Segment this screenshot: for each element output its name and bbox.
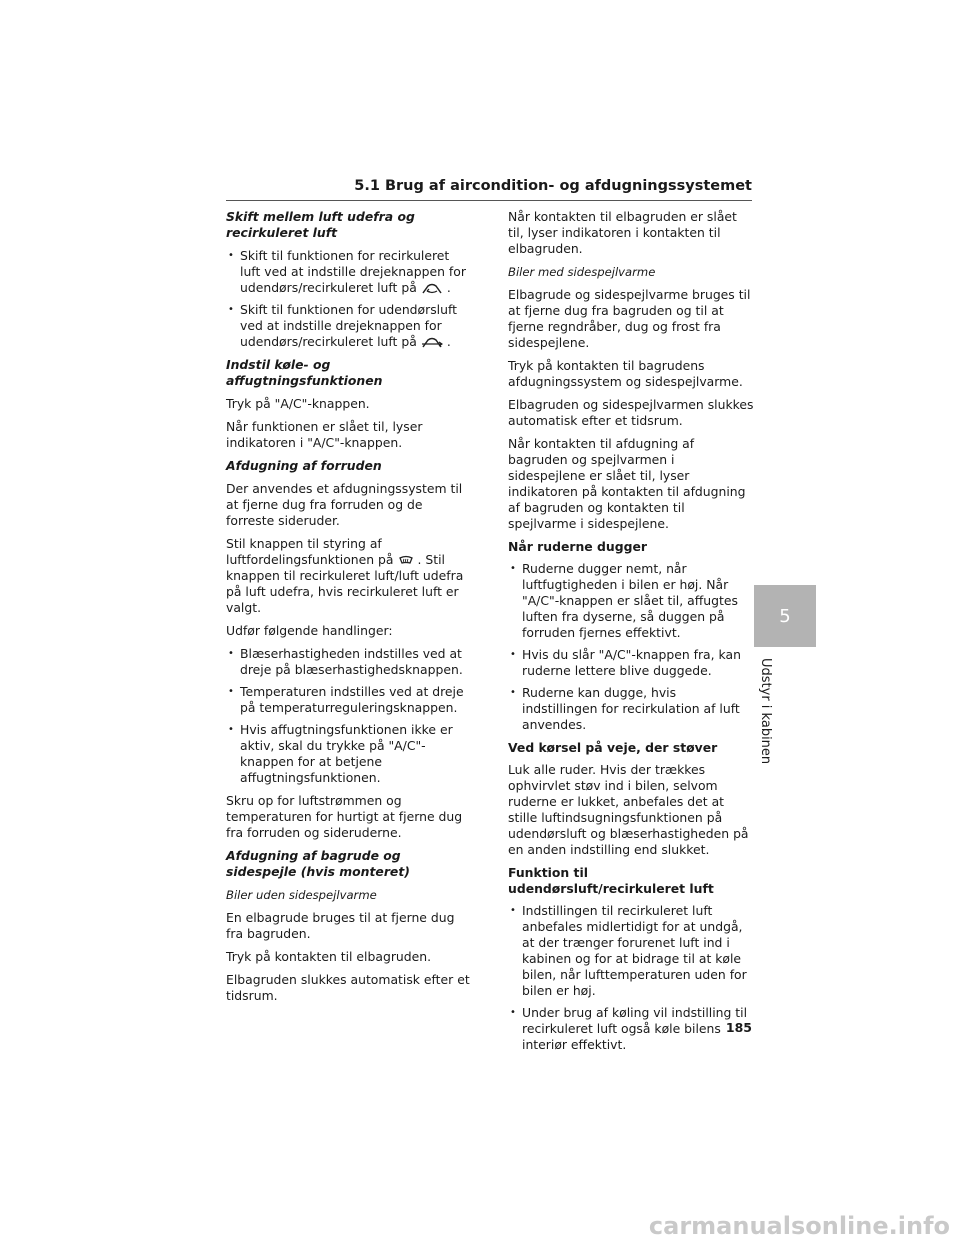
list-item: • Skift til funktionen for recirkuleret luft ved at indstille drejeknappen for udendørs/recirkuleret luft på .: [226, 248, 472, 296]
list-item: • Ruderne kan dugge, hvis indstillingen for recirkulation af luft anvendes.: [508, 685, 754, 733]
paragraph: Udfør følgende handlinger:: [226, 623, 393, 638]
list-item: • Under brug af køling vil indstilling til recirkuleret luft også køle bilens interiør effektivt.: [508, 1005, 754, 1053]
list-item: • Indstillingen til recirkuleret luft anbefales midlertidigt for at undgå, at der trænger forurenet luft ind i kabinen og for at bidrage til at køle bilen, når lufttemperaturen uden for bilen er høj.: [508, 903, 754, 999]
paragraph: Når kontakten til afdugning af bagruden og spejlvarmen i sidespejlene er slået til, lyser indikatoren på kontakten til afdugning af bagruden og kontakten til spejlvarme i sidespejlene.: [508, 436, 746, 531]
list-item: • Ruderne dugger nemt, når luftfugtigheden i bilen er høj. Når "A/C"-knappen er slået til, affugtes luften fra dyserne, så duggen på forruden fjernes effektivt.: [508, 561, 754, 641]
paragraph: Stil knappen til styring af luftfordelingsfunktionen på . Stil knappen til recirkuleret luft/luft udefra på luft udefra, hvis recirkuleret luft er valgt.: [226, 536, 464, 615]
bullet-list-fogging: [508, 561, 754, 733]
heading-windshield-defog: Afdugning af forruden: [226, 458, 382, 473]
bullet-list-air-switch: [226, 248, 472, 350]
chapter-tab: 5: [754, 585, 816, 647]
list-item: • Hvis affugtningsfunktionen ikke er aktiv, skal du trykke på "A/C"-knappen for at betjene affugtningsfunktionen.: [226, 722, 472, 786]
paragraph: Tryk på kontakten til bagrudens afdugningssystem og sidespejlvarme.: [508, 358, 743, 389]
paragraph: Tryk på kontakten til elbagruden.: [226, 949, 432, 964]
heading-dusty-roads: Ved kørsel på veje, der støver: [508, 740, 718, 755]
paragraph: Elbagrude og sidespejlvarme bruges til at fjerne dug fra bagruden og til at fjerne regndråber, dug og frost fra sidespejlene.: [508, 287, 751, 350]
left-column: [226, 209, 472, 1011]
subheading-no-mirror-heat: Biler uden sidespejlvarme: [226, 888, 377, 902]
paragraph: Når kontakten til elbagruden er slået til, lyser indikatoren i kontakten til elbagruden.: [508, 209, 737, 256]
paragraph: En elbagrude bruges til at fjerne dug fra bagruden.: [226, 910, 455, 941]
heading-air-switch: Skift mellem luft udefra og recirkuleret luft: [226, 209, 415, 240]
paragraph: Der anvendes et afdugningssystem til at fjerne dug fra forruden og de forreste sideruder.: [226, 481, 463, 528]
recirculated-air-icon: [421, 283, 443, 295]
outside-air-icon: [421, 337, 443, 349]
page-number: 185: [725, 1020, 752, 1035]
windshield-defog-icon: [398, 555, 414, 567]
paragraph: Når funktionen er slået til, lyser indikatoren i "A/C"-knappen.: [226, 419, 423, 450]
heading-rear-defog: Afdugning af bagrude og sidespejle (hvis monteret): [226, 848, 410, 879]
paragraph: Elbagruden og sidespejlvarmen slukkes automatisk efter et tidsrum.: [508, 397, 754, 428]
heading-cooling: Indstil køle- og affugtningsfunktionen: [226, 357, 383, 388]
header-rule: [226, 200, 752, 201]
list-item: • Hvis du slår "A/C"-knappen fra, kan ruderne lettere blive duggede.: [508, 647, 754, 679]
running-header: 5.1 Brug af aircondition- og afdugningssystemet: [354, 178, 752, 194]
bullet-list-defog-steps: [226, 646, 472, 786]
list-item: • Blæserhastigheden indstilles ved at dreje på blæserhastighedsknappen.: [226, 646, 472, 678]
subheading-with-mirror-heat: Biler med sidespejlvarme: [508, 265, 656, 279]
heading-air-function: Funktion til udendørsluft/recirkuleret luft: [508, 865, 714, 896]
watermark: carmanualsonline.info: [648, 1212, 950, 1240]
paragraph: Elbagruden slukkes automatisk efter et tidsrum.: [226, 972, 470, 1003]
list-item: • Skift til funktionen for udendørsluft ved at indstille drejeknappen for udendørs/recirkuleret luft på .: [226, 302, 472, 350]
paragraph: Skru op for luftstrømmen og temperaturen for hurtigt at fjerne dug fra forruden og sideruderne.: [226, 793, 463, 840]
heading-fogging: Når ruderne dugger: [508, 539, 647, 554]
list-item: • Temperaturen indstilles ved at dreje på temperaturreguleringsknappen.: [226, 684, 472, 716]
paragraph: Tryk på "A/C"-knappen.: [226, 396, 370, 411]
paragraph: Luk alle ruder. Hvis der trækkes ophvirvlet støv ind i bilen, selvom ruderne er lukket, anbefales det at stille luftindsugningsfunktionen på udendørsluft og blæserhastigheden på en anden indstilling end slukket.: [508, 762, 749, 857]
chapter-label: Udstyr i kabinen: [758, 658, 773, 765]
right-column: [508, 209, 754, 1060]
